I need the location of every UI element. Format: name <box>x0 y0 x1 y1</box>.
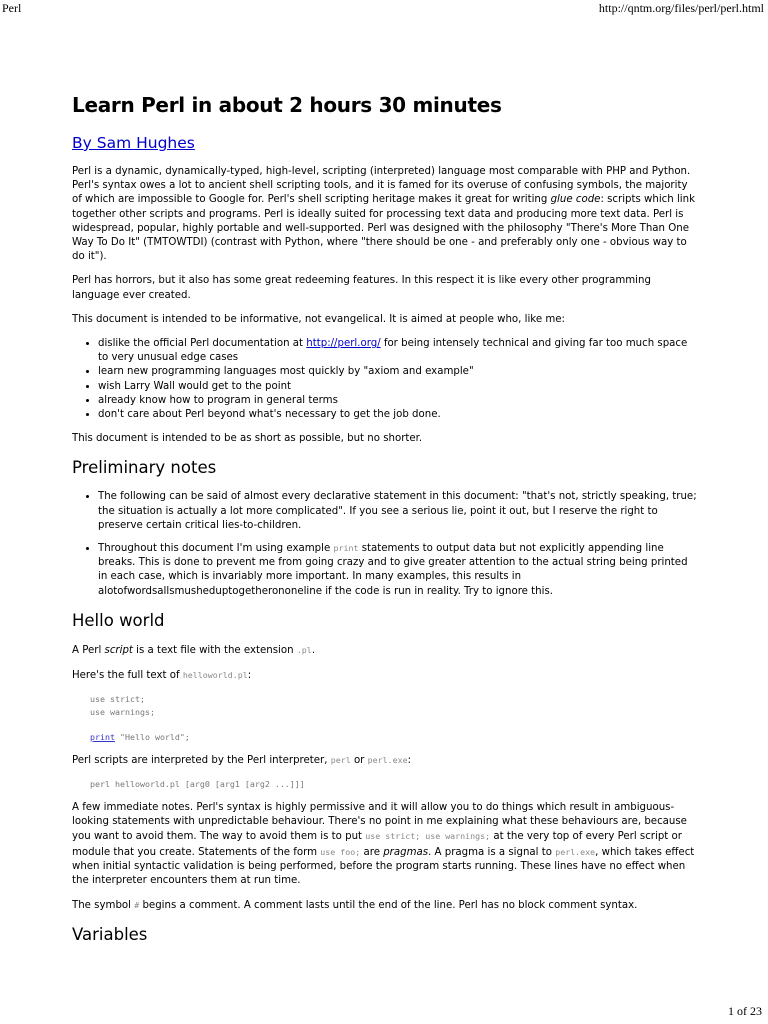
inline-code: print <box>333 543 359 554</box>
text: Here's the full text of <box>72 670 183 682</box>
section-heading-preliminary: Preliminary notes <box>72 458 217 478</box>
inline-code: use foo; <box>320 846 361 857</box>
header-url: http://qntm.org/files/perl/perl.html <box>598 1 764 15</box>
section-heading-hello-world: Hello world <box>72 610 165 630</box>
code-line: use warnings; <box>90 706 155 717</box>
text: dislike the official Perl documentation at <box>98 338 307 350</box>
text: Perl is a dynamic, dynamically-typed, high-level, scripting (interpreted) language most comparable with PHP and Python. Perl's syntax owes a lot to ancient shell scripting tools, and it is famed for its overuse of confusing symbols, the majority of which are impossible to Google for. Perl's shell scripting heritage makes it great for writing <box>72 166 691 206</box>
paragraph <box>72 753 697 768</box>
text: : <box>247 670 252 682</box>
text: : <box>407 755 412 767</box>
code-keyword-link[interactable]: print <box>90 731 115 742</box>
emphasis: script <box>104 644 133 656</box>
text: statements to output data but not explicitly appending line breaks. This is done to prevent me from going crazy and to give greater attention to the actual string being printed in each case, which is invariably more important. In many examples, this results in alotofwordsallsmusheduptogetherononeline if the code is run in reality. Try to ignore this. <box>98 543 688 597</box>
text: The symbol <box>72 900 135 912</box>
code-line: use strict; <box>90 694 145 705</box>
paragraph <box>72 898 697 913</box>
inline-code: perl <box>330 755 351 766</box>
emphasis: pragmas <box>383 846 429 858</box>
code-line: perl helloworld.pl [arg0 [arg1 [arg2 ...]]] <box>90 779 305 790</box>
code-line: "Hello world"; <box>114 731 190 742</box>
paragraph <box>72 668 697 683</box>
list-item: • learn new programming languages most quickly by "axiom and example" <box>98 365 697 379</box>
intro-paragraph <box>72 165 697 264</box>
audience-list <box>72 337 697 422</box>
code-block-helloworld <box>90 693 697 743</box>
section-heading-variables: Variables <box>72 925 148 945</box>
text: at the very top of every Perl script or module that you create. Statements of the form <box>72 831 682 858</box>
text: is a text file with the extension <box>132 644 297 656</box>
text: A few immediate notes. Perl's syntax is highly permissive and it will allow you to do things which result in ambiguous-looking statements with unpredictable behaviour. There's no point in me explaining what these behaviours are, because you want to avoid them. The way to avoid them is to put <box>72 801 687 843</box>
text: . A pragma is a signal to <box>428 846 556 858</box>
text: Perl scripts are interpreted by the Perl interpreter, <box>72 755 331 767</box>
text: . <box>311 644 316 656</box>
paragraph <box>72 643 697 658</box>
text: begins a comment. A comment lasts until the end of the line. Perl has no block comment syntax. <box>139 900 638 912</box>
author-link[interactable]: By Sam Hughes <box>72 134 195 152</box>
list-item: • don't care about Perl beyond what's necessary to get the job done. <box>98 408 697 422</box>
inline-code: perl.exe <box>367 755 408 766</box>
document-body <box>72 92 697 957</box>
code-block-command <box>90 778 697 791</box>
list-item <box>98 337 697 365</box>
text: Throughout this document I'm using example <box>98 543 334 555</box>
text: , which takes effect when initial syntactic validation is being performed, before the program starts running. These lines have no effect when the interpreter encounters them at run time. <box>72 846 695 886</box>
list-item: • wish Larry Wall would get to the point <box>98 380 697 394</box>
page-title: Learn Perl in about 2 hours 30 minutes <box>72 93 502 117</box>
preliminary-list <box>72 490 697 598</box>
text: for being intensely technical and giving far too much space to very unusual edge cases <box>98 338 688 364</box>
header-page-title: Perl <box>2 1 22 15</box>
paragraph <box>72 801 697 888</box>
text: or <box>350 755 368 767</box>
print-header <box>0 0 768 20</box>
paragraph: Perl has horrors, but it also has some great redeeming features. In this respect it is like every other programming language ever created. <box>72 275 651 301</box>
list-item: • already know how to program in general terms <box>98 394 697 408</box>
perl-org-link[interactable]: http://perl.org/ <box>306 338 381 350</box>
inline-code: use strict; use warnings; <box>365 831 491 842</box>
inline-code: # <box>134 900 140 911</box>
text: A Perl <box>72 644 105 656</box>
text: are <box>360 846 384 858</box>
paragraph: This document is intended to be informative, not evangelical. It is aimed at people who, like me: <box>72 313 565 325</box>
page-counter: 1 of 23 <box>728 1004 762 1018</box>
emphasis: glue code <box>550 194 601 206</box>
paragraph: This document is intended to be as short as possible, but no shorter. <box>72 433 423 445</box>
text: : scripts which link together other scripts and programs. Perl is ideally suited for processing text data and producing more text data. Perl is widespread, popular, highly portable and well-supported. Perl was designed with the philosophy "There's More Than One Way To Do It" (TMTOWTDI) (contrast with Python, where "there should be one - and preferably only one - obvious way to do it"). <box>72 194 695 263</box>
list-item: • The following can be said of almost every declarative statement in this document: "that's not, strictly speaking, true; the situation is actually a lot more complicated". If you see a serious lie, point it out, but I reserve the right to preserve certain critical lies-to-children. <box>98 490 697 533</box>
inline-code: perl.exe <box>555 846 596 857</box>
inline-code: helloworld.pl <box>182 670 248 681</box>
inline-code: .pl <box>296 644 312 655</box>
list-item <box>98 541 697 599</box>
